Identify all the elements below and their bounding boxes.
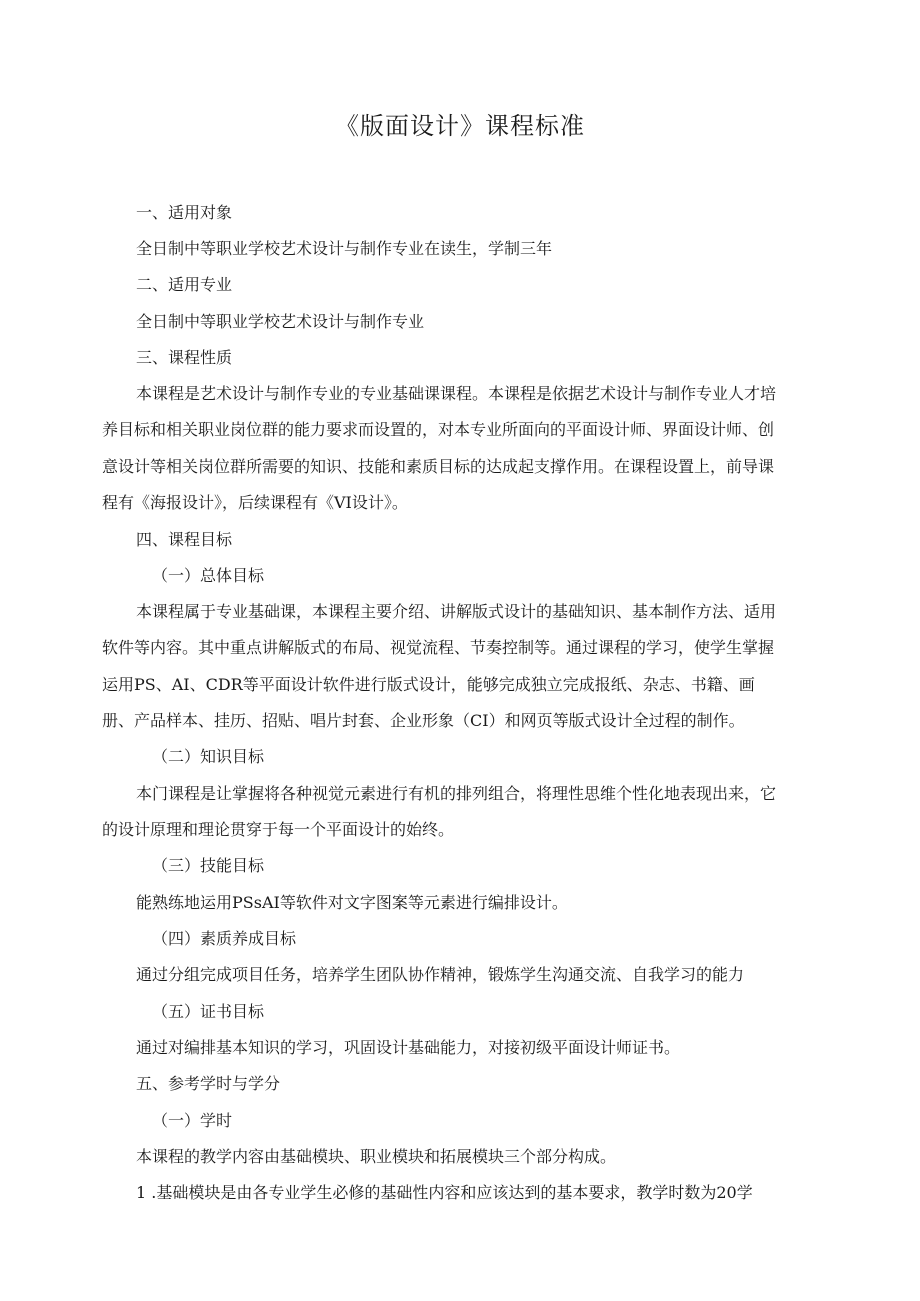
paragraph-line: 意设计等相关岗位群所需要的知识、技能和素质目标的达成起支撑作用。在课程设置上，前导课 [102, 457, 775, 476]
subheading-knowledge-goal: （二）知识目标 [152, 747, 265, 766]
paragraph-hours: 本课程的教学内容由基础模块、职业模块和拓展模块三个部分构成。 [136, 1147, 617, 1166]
paragraph-line: 本门课程是让掌握将各种视觉元素进行有机的排列组合，将理性思维个性化地表现出来，它 [136, 784, 777, 803]
paragraph-line: 养目标和相关职业岗位群的能力要求而设置的，对本专业所面向的平面设计师、界面设计师、创 [102, 420, 775, 439]
section-heading-hours-credits: 五、参考学时与学分 [136, 1074, 281, 1093]
paragraph-line: 运用PS、AI、CDR等平面设计软件进行版式设计，能够完成独立完成报纸、杂志、书籍、画 [102, 675, 755, 694]
subheading-certificate-goal: （五）证书目标 [152, 1002, 265, 1021]
subheading-skill-goal: （三）技能目标 [152, 856, 265, 875]
paragraph-skill-goal: 能熟练地运用PSsAI等软件对文字图案等元素进行编排设计。 [136, 893, 568, 912]
section-heading-applicable-target: 一、适用对象 [136, 203, 233, 222]
document-title: 《版面设计》课程标准 [335, 112, 585, 140]
subheading-hours: （一）学时 [152, 1111, 233, 1130]
paragraph-line: 程有《海报设计》，后续课程有《VI设计》。 [102, 493, 408, 512]
paragraph-basic-module: 1 .基础模块是由各专业学生必修的基础性内容和应该达到的基本要求，教学时数为20学 [136, 1183, 753, 1202]
paragraph-line: 的设计原理和理论贯穿于每一个平面设计的始终。 [102, 820, 455, 839]
paragraph-quality-goal: 通过分组完成项目任务，培养学生团队协作精神，锻炼学生沟通交流、自我学习的能力 [136, 965, 745, 984]
paragraph-applicable-target: 全日制中等职业学校艺术设计与制作专业在读生，学制三年 [136, 239, 553, 258]
paragraph-line: 本课程属于专业基础课，本课程主要介绍、讲解版式设计的基础知识、基本制作方法、适用 [136, 602, 777, 621]
section-heading-applicable-major: 二、适用专业 [136, 275, 233, 294]
paragraph-line: 软件等内容。其中重点讲解版式的布局、视觉流程、节奏控制等。通过课程的学习，使学生掌握 [102, 638, 775, 657]
paragraph-applicable-major: 全日制中等职业学校艺术设计与制作专业 [136, 312, 425, 331]
section-heading-course-nature: 三、课程性质 [136, 348, 233, 367]
section-heading-course-goals: 四、课程目标 [136, 530, 233, 549]
paragraph-line: 本课程是艺术设计与制作专业的专业基础课课程。本课程是依据艺术设计与制作专业人才培 [136, 384, 777, 403]
subheading-overall-goal: （一）总体目标 [152, 566, 265, 585]
paragraph-line: 册、产品样本、挂历、招贴、唱片封套、企业形象（CI）和网页等版式设计全过程的制作。 [102, 711, 745, 730]
subheading-quality-goal: （四）素质养成目标 [152, 929, 297, 948]
paragraph-certificate-goal: 通过对编排基本知识的学习，巩固设计基础能力，对接初级平面设计师证书。 [136, 1038, 681, 1057]
